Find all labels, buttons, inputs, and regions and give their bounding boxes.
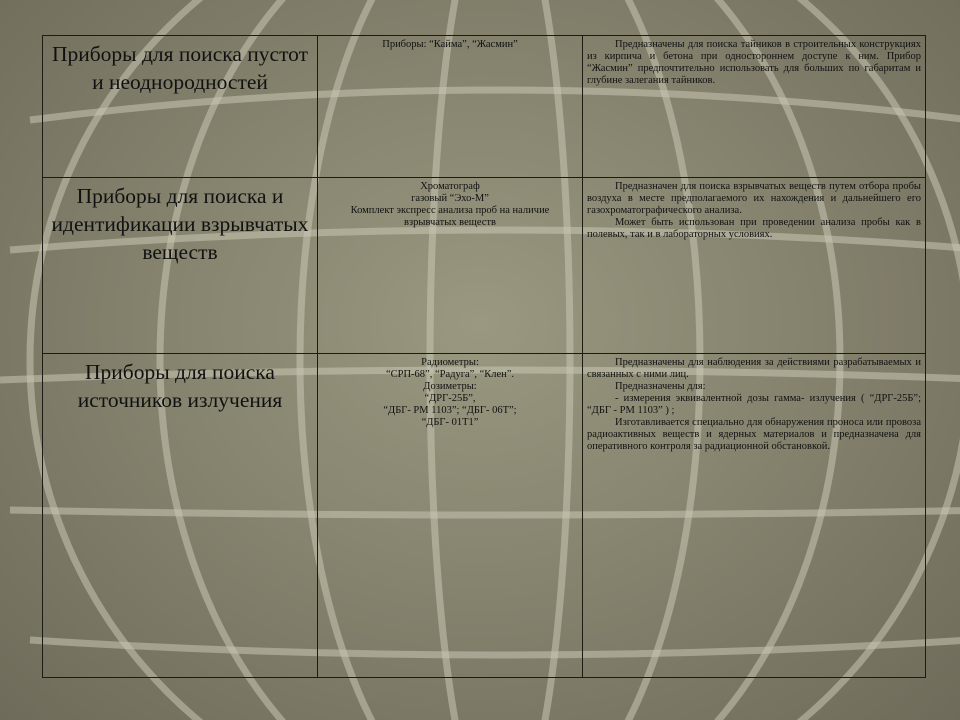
devices-cell xyxy=(318,178,583,354)
description-paragraph: Предназначен для поиска взрывчатых веществ путем отбора пробы воздуха в месте предполагаемого их нахождения и дальнейшего его газохроматографического анализа. xyxy=(587,181,921,216)
description-paragraph: Предназначены для: xyxy=(615,381,706,392)
category-cell: Приборы для поиска и идентификации взрывчатых веществ xyxy=(43,178,318,354)
devices-cell xyxy=(318,354,583,678)
description-paragraph: Может быть использован при проведении анализа пробы как в полевых, так и в лабораторных условиях. xyxy=(587,217,921,240)
description-paragraph: Предназначены для поиска тайников в строительных конструкциях из кирпича и бетона при одностороннем доступе к ним. Прибор “Жасмин” предпочтительно использовать для больших по габаритам и глубине залегания тайников. xyxy=(587,39,921,86)
description-paragraph: Предназначены для наблюдения за действиями разрабатываемых и связанных с ними лиц. xyxy=(587,357,921,380)
device-line: Дозиметры: xyxy=(423,381,477,392)
table-row xyxy=(43,178,926,354)
device-line: “ДБГ- РМ 1103”; “ДБГ- 06Т”; xyxy=(383,405,517,416)
description-cell xyxy=(583,178,926,354)
category-cell: Приборы для поиска пустот и неоднородностей xyxy=(43,36,318,178)
description-cell xyxy=(583,354,926,678)
device-line: “СРП-68”, “Радуга”, “Клен”. xyxy=(385,369,515,380)
device-line: “ДБГ- 01Т1” xyxy=(421,417,479,428)
devices-table xyxy=(42,35,926,678)
description-cell xyxy=(583,36,926,178)
table-row xyxy=(43,354,926,678)
devices-cell xyxy=(318,36,583,178)
table-row xyxy=(43,36,926,178)
description-paragraph: - измерения эквивалентной дозы гамма- излучения ( “ДРГ-25Б”; “ДБГ - РМ 1103” ) ; xyxy=(587,393,921,416)
device-line: “ДРГ-25Б”, xyxy=(424,393,476,404)
description-paragraph: Изготавливается специально для обнаружения проноса или провоза радиоактивных веществ и ядерных материалов и предназначена для оперативного контроля за радиационной обстановкой. xyxy=(587,417,921,452)
device-line: Комплект экспресс анализа проб на наличие взрывчатых веществ xyxy=(350,205,550,228)
device-line: Радиометры: xyxy=(421,357,479,368)
device-line: Приборы: “Кайма”, “Жасмин” xyxy=(382,39,518,50)
category-cell: Приборы для поиска источников излучения xyxy=(43,354,318,678)
device-line: газовый “Эхо-М” xyxy=(411,193,489,204)
device-line: Хроматограф xyxy=(420,181,480,192)
